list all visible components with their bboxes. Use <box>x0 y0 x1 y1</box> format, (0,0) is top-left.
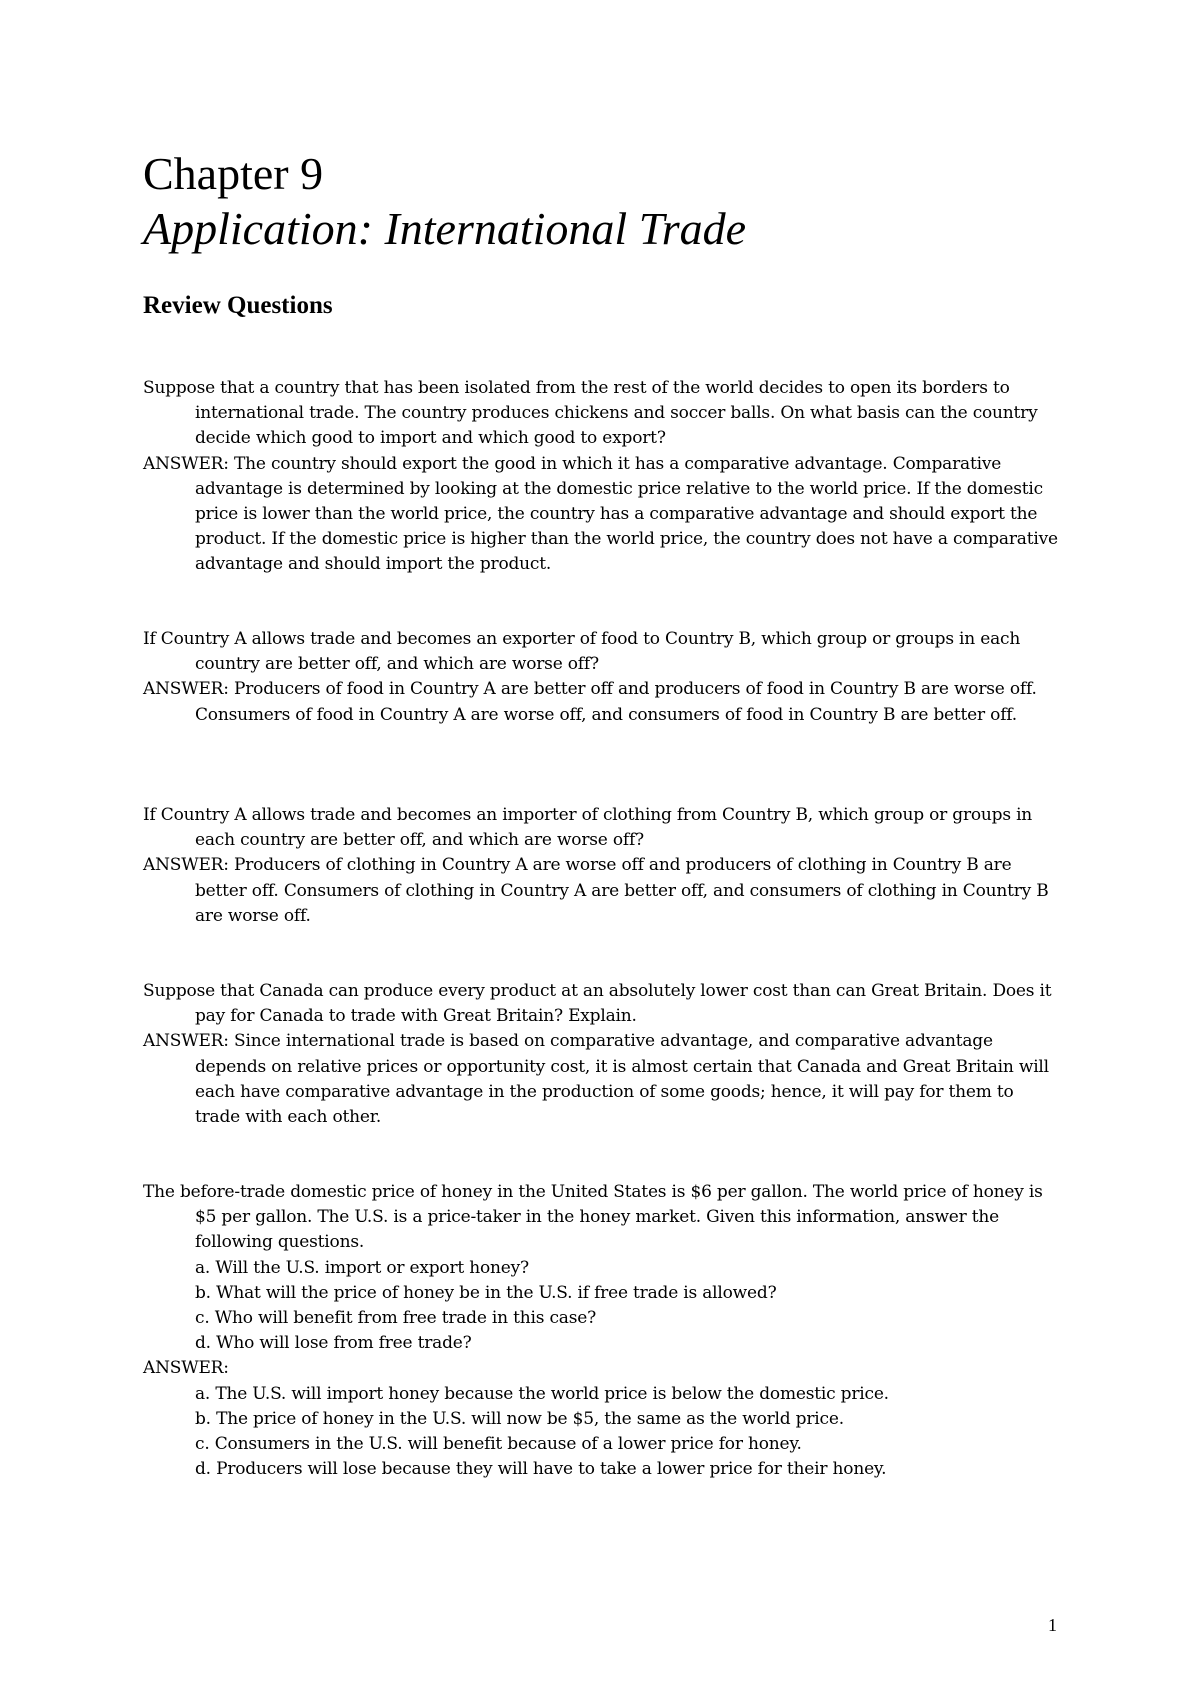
sub-question: d. Who will lose from free trade? <box>195 1333 472 1354</box>
sub-answer: d. Producers will lose because they will have to take a lower price for their honey. <box>195 1459 887 1480</box>
answer-text: ANSWER: Since international trade is based on comparative advantage, and comparative advantage depends on relative prices or opportunity cost, it is almost certain that Canada and Great Britain will each have comparative advantage in the production of some goods; hence, it will pay for them to trade with each other. <box>143 1031 1049 1128</box>
question-block-4 <box>143 979 1063 1130</box>
question-text: The before-trade domestic price of honey in the United States is $6 per gallon. The world price of honey is $5 per gallon. The U.S. is a price-taker in the honey market. Given this information, answer the following questions. <box>143 1182 1043 1253</box>
question-text: If Country A allows trade and becomes an exporter of food to Country B, which group or groups in each country are better off, and which are worse off? <box>143 629 1021 675</box>
sub-question: c. Who will benefit from free trade in this case? <box>195 1308 597 1329</box>
sub-answer: a. The U.S. will import honey because the world price is below the domestic price. <box>195 1383 889 1404</box>
answer-text: ANSWER: Producers of food in Country A are better off and producers of food in Country B are worse off. Consumers of food in Country A are worse off, and consumers of food in Country B are better off. <box>143 679 1037 725</box>
question-block-2 <box>143 627 1063 728</box>
answer-label: ANSWER: <box>143 1358 229 1379</box>
section-heading: Review Questions <box>143 292 333 319</box>
answer-text: ANSWER: The country should export the good in which it has a comparative advantage. Comparative advantage is determined by looking at the domestic price relative to the world price. If the domestic price is lower than the world price, the country has a comparative advantage and should export the product. If the domestic price is higher than the world price, the country does not have a comparative advantage and should import the product. <box>143 453 1058 575</box>
question-text: Suppose that a country that has been isolated from the rest of the world decides to open its borders to international trade. The country produces chickens and soccer balls. On what basis can the country decide which good to import and which good to export? <box>143 378 1038 449</box>
sub-answer: c. Consumers in the U.S. will benefit because of a lower price for honey. <box>195 1434 802 1455</box>
question-block-1 <box>143 376 1063 578</box>
page-number: 1 <box>1048 1615 1057 1635</box>
question-text: Suppose that Canada can produce every product at an absolutely lower cost than can Great Britain. Does it pay for Canada to trade with Great Britain? Explain. <box>143 981 1052 1027</box>
chapter-title: Chapter 9 <box>143 148 324 199</box>
sub-answer: b. The price of honey in the U.S. will now be $5, the same as the world price. <box>195 1408 844 1429</box>
sub-question: b. What will the price of honey be in the U.S. if free trade is allowed? <box>195 1282 777 1303</box>
question-text: If Country A allows trade and becomes an importer of clothing from Country B, which group or groups in each country are better off, and which are worse off? <box>143 805 1033 851</box>
question-block-3 <box>143 803 1063 929</box>
chapter-subtitle: Application: International Trade <box>143 203 747 254</box>
answer-text: ANSWER: Producers of clothing in Country A are worse off and producers of clothing in Country B are better off. Consumers of clothing in Country A are better off, and consumers of clothing in Country B are worse off. <box>143 855 1049 926</box>
sub-question: a. Will the U.S. import or export honey? <box>195 1257 529 1278</box>
question-block-5 <box>143 1180 1063 1482</box>
